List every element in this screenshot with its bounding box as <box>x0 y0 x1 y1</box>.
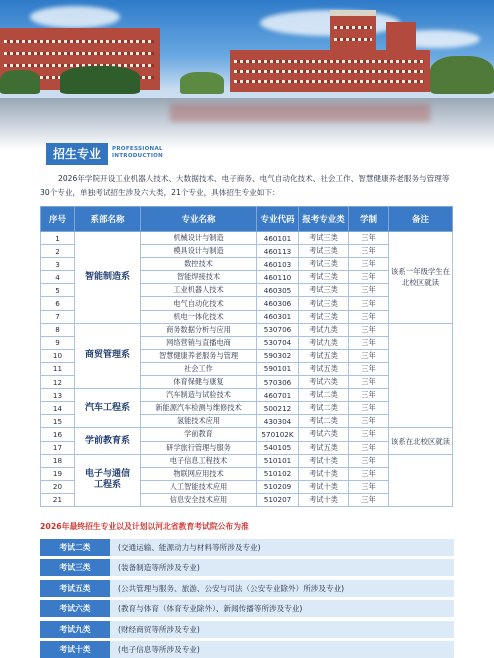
cell-category: 考试十类 <box>299 454 349 467</box>
cell-years: 三年 <box>349 284 389 297</box>
table-header-row <box>41 207 453 232</box>
cell-category: 考试十类 <box>299 493 349 506</box>
header-major: 专业名称 <box>141 207 257 232</box>
cell-years: 三年 <box>349 441 389 454</box>
cell-note: 该系一年级学生在北校区就读 <box>389 232 453 324</box>
cell-years: 三年 <box>349 271 389 284</box>
cell-years: 三年 <box>349 258 389 271</box>
cell-category: 考试五类 <box>299 349 349 362</box>
cell-years: 三年 <box>349 376 389 389</box>
cell-category: 考试三类 <box>299 284 349 297</box>
exam-category-desc: (电子信息等所涉及专业) <box>118 644 200 654</box>
cell-years: 三年 <box>349 402 389 415</box>
cell-major: 数控技术 <box>141 258 257 271</box>
cell-category: 考试三类 <box>299 310 349 323</box>
cell-code: 510101 <box>257 454 299 467</box>
cell-years: 三年 <box>349 362 389 375</box>
cell-code: 530706 <box>257 323 299 336</box>
cell-major: 人工智能技术应用 <box>141 480 257 493</box>
cell-major: 机电一体化技术 <box>141 310 257 323</box>
exam-category-label: 考试十类 <box>40 641 110 658</box>
cell-no: 8 <box>41 323 75 336</box>
cell-years: 三年 <box>349 297 389 310</box>
header-years: 学制 <box>349 207 389 232</box>
table-row <box>41 454 453 467</box>
cell-code: 460305 <box>257 284 299 297</box>
cell-years: 三年 <box>349 310 389 323</box>
cell-dept: 电子与通信 工程系 <box>75 454 141 506</box>
cell-dept: 商贸管理系 <box>75 323 141 388</box>
cell-no: 17 <box>41 441 75 454</box>
cell-code: 590302 <box>257 349 299 362</box>
cell-major: 新能源汽车检测与维修技术 <box>141 402 257 415</box>
cell-no: 10 <box>41 349 75 362</box>
cell-no: 1 <box>41 232 75 245</box>
cell-major: 工业机器人技术 <box>141 284 257 297</box>
exam-category-label: 考试二类 <box>40 539 110 556</box>
table-body <box>41 232 453 507</box>
exam-category-item <box>40 559 454 576</box>
cell-years: 三年 <box>349 493 389 506</box>
exam-category-item <box>40 539 454 556</box>
cell-major: 智慧健康养老服务与管理 <box>141 349 257 362</box>
cell-no: 11 <box>41 362 75 375</box>
cell-major: 电气自动化技术 <box>141 297 257 310</box>
exam-category-desc: (交通运输、能源动力与材料等所涉及专业) <box>118 543 261 552</box>
section-title-en: PROFESSIONAL INTRODUCTION <box>112 146 164 159</box>
exam-category-item <box>40 621 454 638</box>
cell-dept: 智能制造系 <box>75 232 141 324</box>
cell-major: 氢能技术应用 <box>141 415 257 428</box>
cell-note <box>389 454 453 506</box>
cell-no: 4 <box>41 271 75 284</box>
cell-years: 三年 <box>349 454 389 467</box>
cell-category: 考试二类 <box>299 402 349 415</box>
cell-category: 考试九类 <box>299 323 349 336</box>
cell-major: 信息安全技术应用 <box>141 493 257 506</box>
table-row <box>41 428 453 441</box>
cell-code: 510207 <box>257 493 299 506</box>
cell-major: 体育保健与康复 <box>141 376 257 389</box>
exam-category-desc: (装备制造等所涉及专业) <box>118 563 200 573</box>
cell-code: 460301 <box>257 310 299 323</box>
cell-years: 三年 <box>349 336 389 349</box>
cell-code: 460103 <box>257 258 299 271</box>
cell-no: 20 <box>41 480 75 493</box>
cell-years: 三年 <box>349 467 389 480</box>
cell-years: 三年 <box>349 349 389 362</box>
cell-category: 考试三类 <box>299 258 349 271</box>
cell-category: 考试六类 <box>299 376 349 389</box>
cell-category: 考试五类 <box>299 441 349 454</box>
cell-no: 16 <box>41 428 75 441</box>
cell-category: 考试三类 <box>299 245 349 258</box>
cell-code: 510102 <box>257 467 299 480</box>
cell-note: 该系在北校区就读 <box>389 428 453 454</box>
cell-major: 模具设计与制造 <box>141 245 257 258</box>
exam-category-list <box>40 539 454 658</box>
cell-no: 3 <box>41 258 75 271</box>
cell-no: 15 <box>41 415 75 428</box>
exam-category-label: 考试五类 <box>40 580 110 597</box>
cell-code: 570306 <box>257 376 299 389</box>
table-row <box>41 232 453 245</box>
cell-major: 学前教育 <box>141 428 257 441</box>
intro-text: 2026年学院开设工业机器人技术、大数据技术、电子商务、电气自动化技术、社会工作、智慧健康养老服务与管理等30个专业，单独考试招生涉及六大类，21个专业，具体招生专业如下： <box>40 174 450 197</box>
cell-major: 智能焊接技术 <box>141 271 257 284</box>
campus-photo <box>0 0 494 150</box>
cell-code: 500212 <box>257 402 299 415</box>
table-row <box>41 323 453 336</box>
cell-dept: 学前教育系 <box>75 428 141 454</box>
cell-code: 570102K <box>257 428 299 441</box>
cell-no: 18 <box>41 454 75 467</box>
cell-years: 三年 <box>349 323 389 336</box>
cell-no: 7 <box>41 310 75 323</box>
cell-category: 考试二类 <box>299 389 349 402</box>
cell-category: 考试三类 <box>299 297 349 310</box>
header-dept: 系部名称 <box>75 207 141 232</box>
cell-major: 商务数据分析与应用 <box>141 323 257 336</box>
cell-no: 12 <box>41 376 75 389</box>
cell-category: 考试十类 <box>299 480 349 493</box>
header-note: 备注 <box>389 207 453 232</box>
cell-years: 三年 <box>349 415 389 428</box>
cell-dept: 汽车工程系 <box>75 389 141 428</box>
cell-code: 590101 <box>257 362 299 375</box>
cell-category: 考试九类 <box>299 336 349 349</box>
cell-code: 430304 <box>257 415 299 428</box>
exam-category-item <box>40 641 454 658</box>
cell-years: 三年 <box>349 428 389 441</box>
exam-category-label: 考试六类 <box>40 600 110 617</box>
cell-no: 6 <box>41 297 75 310</box>
cell-category: 考试十类 <box>299 467 349 480</box>
cell-code: 460306 <box>257 297 299 310</box>
exam-category-desc: (教育与体育（体育专业除外）、新闻传播等所涉及专业) <box>118 604 303 614</box>
exam-category-label: 考试九类 <box>40 621 110 638</box>
exam-category-desc: (财经商贸等所涉及专业) <box>118 624 200 634</box>
cell-no: 14 <box>41 402 75 415</box>
cell-major: 社会工作 <box>141 362 257 375</box>
cell-no: 2 <box>41 245 75 258</box>
cell-major: 电子信息工程技术 <box>141 454 257 467</box>
cell-no: 9 <box>41 336 75 349</box>
cell-category: 考试二类 <box>299 415 349 428</box>
cell-no: 21 <box>41 493 75 506</box>
cell-years: 三年 <box>349 480 389 493</box>
cell-major: 网络营销与直播电商 <box>141 336 257 349</box>
header-category: 报考专业类 <box>299 207 349 232</box>
cell-note <box>389 323 453 428</box>
cell-code: 530704 <box>257 336 299 349</box>
cell-no: 13 <box>41 389 75 402</box>
cell-code: 460110 <box>257 271 299 284</box>
cell-major: 汽车制造与试验技术 <box>141 389 257 402</box>
cell-years: 三年 <box>349 245 389 258</box>
header-code: 专业代码 <box>257 207 299 232</box>
cell-years: 三年 <box>349 232 389 245</box>
section-title: 招生专业 <box>46 143 108 165</box>
cell-category: 考试三类 <box>299 232 349 245</box>
cell-category: 考试六类 <box>299 428 349 441</box>
header-no: 序号 <box>41 207 75 232</box>
majors-table <box>40 206 453 507</box>
exam-category-item <box>40 600 454 617</box>
cell-major: 研学旅行管理与服务 <box>141 441 257 454</box>
cell-major: 物联网应用技术 <box>141 467 257 480</box>
cell-no: 19 <box>41 467 75 480</box>
cell-code: 540105 <box>257 441 299 454</box>
cell-code: 460113 <box>257 245 299 258</box>
cell-code: 460701 <box>257 389 299 402</box>
cell-code: 460101 <box>257 232 299 245</box>
cell-major: 机械设计与制造 <box>141 232 257 245</box>
exam-category-desc: (公共管理与服务、旅游、公安与司法（公安专业除外）所涉及专业) <box>118 583 345 593</box>
cell-code: 510209 <box>257 480 299 493</box>
cell-category: 考试五类 <box>299 362 349 375</box>
footnote: 2026年最终招生专业以及计划以河北省教育考试院公布为准 <box>40 522 249 531</box>
exam-category-label: 考试三类 <box>40 559 110 576</box>
cell-years: 三年 <box>349 389 389 402</box>
exam-category-item <box>40 580 454 597</box>
cell-no: 5 <box>41 284 75 297</box>
cell-category: 考试三类 <box>299 271 349 284</box>
